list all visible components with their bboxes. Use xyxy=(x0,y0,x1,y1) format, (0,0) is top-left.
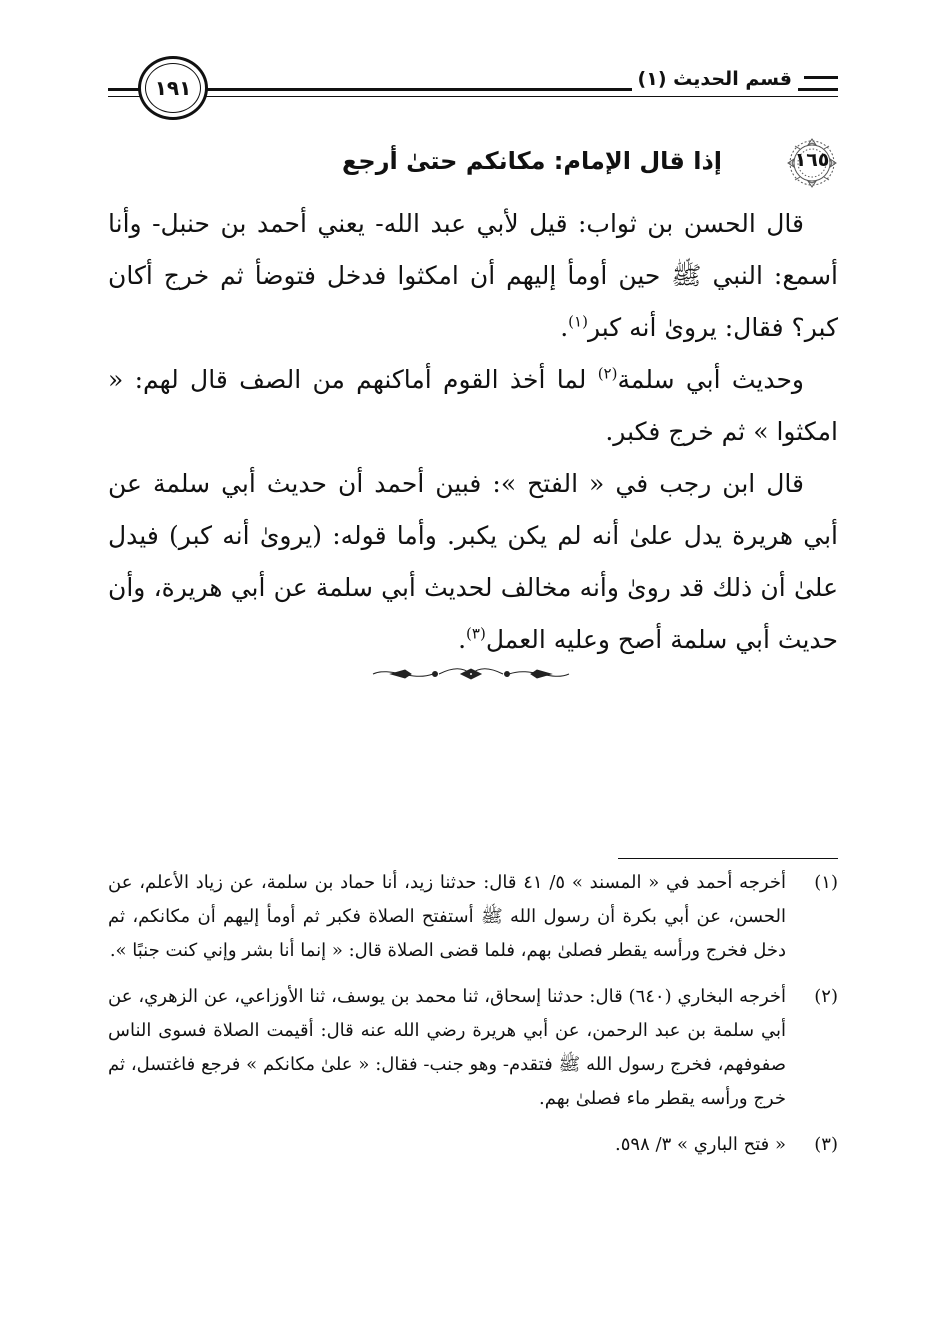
section-number: ١٦٥ xyxy=(794,149,830,171)
section-end-ornament-icon xyxy=(371,664,571,684)
footnote-3 xyxy=(108,1128,838,1162)
section-heading xyxy=(142,138,842,188)
section-title: إذا قال الإمام: مكانكم حتىٰ أرجع xyxy=(342,147,722,175)
footnote-ref-3[interactable]: (٣) xyxy=(466,624,486,643)
page-number-badge xyxy=(138,56,208,120)
body-text xyxy=(108,198,838,666)
footnote-text: أخرجه البخاري (٦٤٠) قال: حدثنا إسحاق، ثنا محمد بن يوسف، ثنا الأوزاعي، عن الزهري، عن أبي سلمة بن عبد الرحمن، عن أبي هريرة رضي الله عنه قال: أقيمت الصلاة فسوى الناس صفوفهم، فخرج رسول الله ﷺ فتقدم- وهو جنب- فقال: « علىٰ مكانكم » فرجع فاغتسل، ثم خرج ورأسه يقطر ماء فصلىٰ بهم. xyxy=(108,986,787,1109)
footnote-ref-2[interactable]: (٢) xyxy=(597,364,618,383)
footnote-number: (١) xyxy=(814,872,838,893)
page-number: ١٩١ xyxy=(154,76,192,100)
footnote-number: (٣) xyxy=(814,1134,838,1155)
header-title: قسم الحديث (١) xyxy=(632,66,798,92)
footnote-1 xyxy=(108,866,838,968)
footnote-ref-1[interactable]: (١) xyxy=(568,312,588,331)
rosette-ornament-icon xyxy=(782,138,842,188)
footnote-separator xyxy=(618,858,838,859)
footnote-text: « فتح الباري » ٣/ ٥٩٨. xyxy=(615,1134,786,1155)
header-dash xyxy=(804,76,838,79)
paragraph-1: قال الحسن بن ثواب: قيل لأبي عبد الله- يعني أحمد بن حنبل- وأنا أسمع: النبي ﷺ حين أومأ إليهم أن امكثوا فدخل فتوضأ ثم خرج أكان كبر؟ فقال: يروىٰ أنه كبر$^{(١)}$. xyxy=(108,209,838,342)
footnote-2 xyxy=(108,980,838,1116)
footnotes xyxy=(108,866,838,1174)
running-header xyxy=(108,56,838,126)
header-rule-thin xyxy=(108,96,838,97)
footnote-text: أخرجه أحمد في « المسند » ٥/ ٤١ قال: حدثنا زيد، أنا حماد بن سلمة، عن زياد الأعلم، عن الحسن، عن أبي بكرة أن رسول الله ﷺ أستفتح الصلاة فكبر ثم أومأ إليهم أن مكانكم، ثم دخل فخرج ورأسه يقطر فصلىٰ بهم، فلما قضى الصلاة قال: « إنما أنا بشر وإني كنت جنبًا ». xyxy=(108,872,786,961)
footnote-number: (٢) xyxy=(814,986,838,1007)
paragraph-3: قال ابن رجب في « الفتح »: فبين أحمد أن حديث أبي سلمة عن أبي هريرة يدل علىٰ أنه لم يكن يكبر. وأما قوله: (يروىٰ أنه كبر) فيدل علىٰ أن ذلك قد روىٰ وأنه مخالف لحديث أبي سلمة عن أبي هريرة، وأن حديث أبي سلمة أصح وعليه العمل$^{(٣)}$. xyxy=(108,469,838,654)
paragraph-2: وحديث أبي سلمة$^{(٢)}$ لما أخذ القوم أماكنهم من الصف قال لهم: « امكثوا » ثم خرج فكبر. xyxy=(108,364,838,446)
